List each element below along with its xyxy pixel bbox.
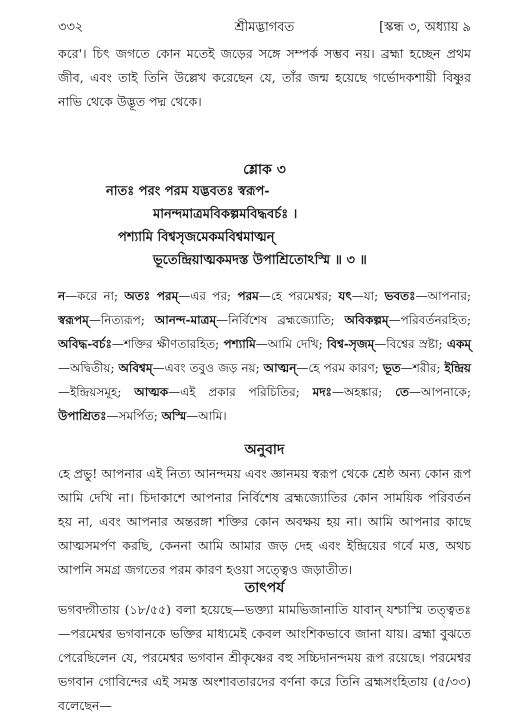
translation-heading: অনুবাদ [244, 442, 285, 458]
verse-text [58, 180, 471, 272]
synonym-term: মদঃ [312, 385, 332, 399]
synonym-meaning: আপনার; [427, 289, 471, 303]
synonym-term: ভবতঃ [384, 289, 416, 303]
synonym-term: আত্মন্ [263, 361, 297, 375]
translation-paragraph: হে প্রভু! আপনার এই নিত্য আনন্দময় এবং জ্ঞানময় স্বরূপ থেকে শ্রেষ্ঠ অন্য কোন রূপ আমি দেখি না। চিদাকাশে আপনার নির্বিশেষ ব্রহ্মজ্যোতির কোন সাময়িক পরিবর্তন হয় না, এবং আপনার অন্তরঙ্গা শক্তির কোন অবক্ষয় হয় না। আমি আপনার কাছে আত্মসমর্পণ করছি, কেননা আমি আমার জড় দেহ এবং ইন্দ্রিয়ের গর্বে মত্ত, অথচ আপনি সমগ্র জগতের পরম কারণ হওয়া সত্ত্বেও জড়াতীত। [58, 466, 471, 577]
intro-paragraph: করে'। চিৎ জগতে কোন মতেই জড়ের সঙ্গে সম্পর্ক সম্ভব নয়। ব্রহ্মা হচ্ছেন প্রথম জীব, এবং তাই তিনি উল্লেখ করেছেন যে, তাঁর জন্ম হয়েছে গর্ভোদকশায়ী বিষ্ণুর নাভি থেকে উদ্ভূত পদ্ম থেকে। [58, 46, 471, 109]
synonym-term: বিশ্ব-সৃজম্ [326, 337, 375, 351]
book-title: শ্রীমদ্ভাগবত [234, 20, 295, 35]
synonym-term: যৎ [338, 289, 352, 303]
synonym-term: অতঃ পরম্ [124, 289, 179, 303]
synonym-term: তে [395, 385, 409, 399]
synonym-meaning: বিশ্বের স্রষ্টা; [386, 337, 447, 351]
synonym-term: একম্ [446, 337, 471, 351]
synonym-term: আত্মক [134, 385, 169, 399]
synonym-meaning: নির্বিশেষ ব্রহ্মজ্যোতি; [228, 313, 345, 327]
synonym-meaning: আপনাকে; [420, 385, 471, 399]
verse-heading: শ্লোক ৩ [243, 162, 286, 178]
synonym-meaning: অদ্বিতীয়; [70, 361, 119, 375]
synonym-meaning: আমি দেখি; [267, 337, 327, 351]
synonym-meaning: হে পরমেশ্বর; [270, 289, 339, 303]
section-reference: [স্কন্ধ ৩, অধ্যায় ৯ [379, 20, 471, 35]
verse-line: পশ্যামি বিশ্বসৃজমেকমবিশ্বমাত্মন্ [118, 230, 275, 245]
synonym-meaning: শক্তির ক্ষীণতারহিত; [123, 337, 224, 351]
verse-line: নাতঃ পরং পরম যদ্ভবতঃ স্বরূপ- [106, 184, 270, 199]
synonym-term: আনন্দ-মাত্রম্ [154, 313, 217, 327]
synonym-meaning: হে পরম কারণ; [308, 361, 383, 375]
synonym-meaning: যা; [363, 289, 385, 303]
synonym-meaning: এই প্রকার পরিচিতির; [180, 385, 313, 399]
synonym-meaning: আমি। [198, 409, 227, 423]
synonym-term: পশ্যামি [223, 337, 256, 351]
synonym-meaning: পরিবর্তনরহিত; [400, 313, 471, 327]
synonym-meaning: নিত্যরূপ; [100, 313, 155, 327]
page-number: ৩৩২ [58, 20, 84, 35]
synonym-meaning: সমর্পিত; [118, 409, 162, 423]
synonym-term: পরম [237, 289, 259, 303]
word-for-word-synonyms: ন—করে না; অতঃ পরম্—এর পর; পরম—হে পরমেশ্বর; যৎ—যা; ভবতঃ—আপনার; স্বরূপম্—নিত্যরূপ; আনন্দ-মাত্রম্—নির্বিশেষ ব্রহ্মজ্যোতি; অবিকল্পম্—পরিবর্তনরহিত; অবিদ্ধ-বর্চঃ—শক্তির ক্ষীণতারহিত; পশ্যামি—আমি দেখি; বিশ্ব-সৃজম্—বিশ্বের স্রষ্টা; একম্—অদ্বিতীয়; অবিশ্বম্—এবং তবুও জড় নয়; আত্মন্—হে পরম কারণ; ভূত—শরীর; ইন্দ্রিয়—ইন্দ্রিয়সমূহ; আত্মক—এই প্রকার পরিচিতির; মদঃ—অহঙ্কার; তে—আপনাকে; উপাশ্রিতঃ—সমর্পিত; অস্মি—আমি। [58, 289, 471, 423]
purport-heading: তাৎপর্য [244, 580, 285, 596]
synonym-term: উপাশ্রিতঃ [58, 409, 107, 423]
running-header [58, 18, 471, 36]
purport-paragraph: ভগবদ্গীতায় (১৮/৫৫) বলা হয়েছে—ভক্ত্যা মামভিজানাতি যাবান্ যশ্চাস্মি তত্ত্বতঃ —পরমেশ্বর ভগবানকে ভক্তির মাধ্যমেই কেবল আংশিকভাবে জানা যায়। ব্রহ্মা বুঝতে পেরেছিলেন যে, পরমেশ্বর ভগবান শ্রীকৃষ্ণের বহু সচ্চিদানন্দময় রূপ রয়েছে। পরমেশ্বর ভগবান গোবিন্দের এই সমস্ত অংশাবতারদের বর্ণনা করে তিনি ব্রহ্মসংহিতায় (৫/৩৩) বলেছেন— [58, 602, 471, 713]
verse-line: ভূতেন্দ্রিয়াত্মকমদস্ত উপাশ্রিতোঽস্মি ॥ ৩ ॥ [153, 253, 367, 268]
synonym-term: ইন্দ্রিয় [444, 361, 471, 375]
synonym-meaning: করে না; [77, 289, 125, 303]
synonym-term: অস্মি [161, 409, 187, 423]
synonym-meaning: ইন্দ্রিয়সমূহ; [70, 385, 135, 399]
verse-line: মানন্দমাত্রমবিকল্পমবিদ্ধবর্চঃ । [153, 207, 298, 222]
synonym-term: অবিশ্বম্ [118, 361, 153, 375]
synonym-term: অবিদ্ধ-বর্চঃ [58, 337, 112, 351]
synonym-meaning: অহঙ্কার; [343, 385, 396, 399]
synonym-meaning: এবং তবুও জড় নয়; [164, 361, 264, 375]
synonym-term: স্বরূপম্ [58, 313, 89, 327]
synonym-term: ন [58, 289, 66, 303]
synonym-term: ভূত [382, 361, 401, 375]
synonym-meaning: এর পর; [190, 289, 238, 303]
synonym-term: অবিকল্পম্ [344, 313, 389, 327]
synonym-meaning: শরীর; [412, 361, 445, 375]
